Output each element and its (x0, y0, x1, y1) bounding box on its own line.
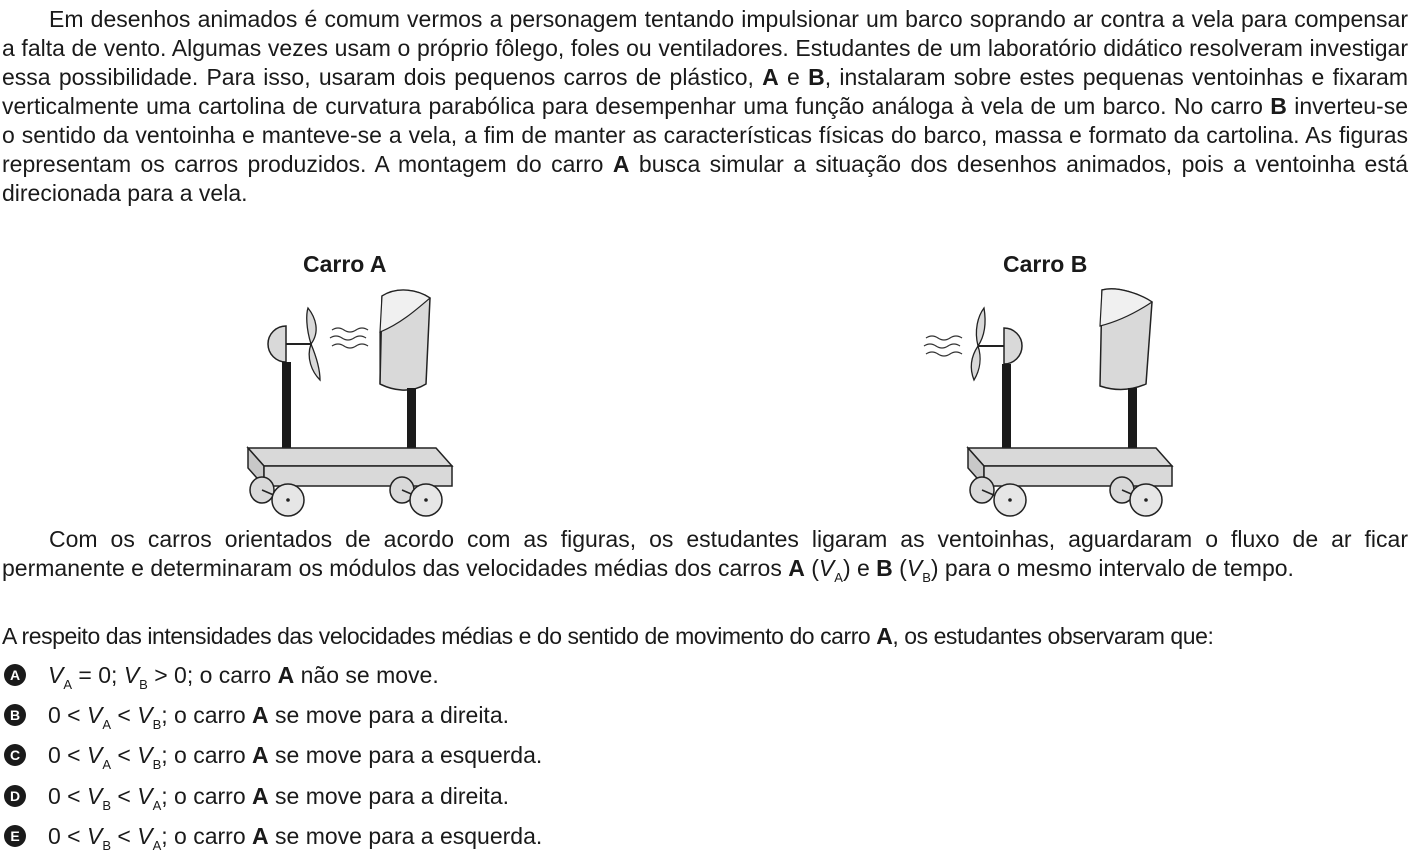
vb-subscript: B (922, 570, 931, 585)
setup-text-3: ) e (842, 555, 877, 581)
intro-text-1: Em desenhos animados é comum vermos a personagem tentando impulsionar um barco soprando ar contra a vela para compensar a falta de vento. Algumas vezes usam o próprio fôlego, foles ou ventiladores. Estudantes de um laboratório didático resolveram investigar essa possibilidade. Para isso, usaram dois pequenos carros de plástico, (2, 6, 1408, 90)
car-b-sail-mast (1128, 388, 1137, 454)
option-c-text: $0 < V_A < V_B$; o carro A se move para a esquerda. (48, 742, 543, 772)
question-bold-a: A (876, 623, 893, 649)
setup-text-4: ( (892, 555, 907, 581)
car-b-fan-blade-bottom (971, 346, 980, 380)
car-a-air-flow (330, 328, 368, 348)
car-b-platform (968, 448, 1172, 486)
car-a-fan-hub (268, 326, 286, 362)
car-a-platform (248, 448, 452, 486)
option-a-badge: A (4, 664, 26, 686)
intro-text-4: inverteu-se o sentido da ventoinha e manteve-se a vela, a fim de manter as características físicas do barco, massa e formato da cartolina. As figuras representam os carros produzidos. A montagem do carro (2, 93, 1408, 177)
va-subscript: A (834, 570, 843, 585)
car-b-fan-hub (1004, 328, 1022, 364)
car-a-fan-mast (282, 362, 291, 454)
intro-bold-b-2: B (1270, 93, 1287, 119)
vb-letter: V (906, 555, 923, 581)
question-text-2: , os estudantes observaram que: (892, 623, 1214, 649)
car-a-figure (240, 280, 465, 520)
car-b-fan-mast (1002, 364, 1011, 454)
intro-bold-b: B (808, 64, 825, 90)
car-b-caption: Carro B (1003, 251, 1088, 277)
question-text-1: A respeito das intensidades das velocidades médias e do sentido de movimento do carro (2, 623, 877, 649)
option-d-badge: D (4, 785, 26, 807)
car-a-caption: Carro A (303, 251, 387, 277)
va-letter: V (818, 555, 835, 581)
vb-symbol (906, 555, 931, 585)
option-a-text: $V_A = 0$; $V_B > 0$; o carro A não se move. (48, 662, 439, 692)
option-b-text: $0 < V_A < V_B$; o carro A se move para a direita. (48, 702, 509, 732)
option-e-badge: E (4, 825, 26, 847)
car-b-fan-blade-top (976, 308, 985, 346)
option-c-badge: C (4, 744, 26, 766)
intro-bold-a-2: A (612, 151, 630, 177)
setup-bold-a: A (788, 555, 805, 581)
question-stem (2, 622, 1412, 651)
option-e-text: $0 < V_B < V_A$; o carro A se move para a esquerda. (48, 823, 543, 853)
setup-text-5: ) para o mesmo intervalo de tempo. (930, 555, 1294, 581)
setup-text-2: ( (804, 555, 819, 581)
option-d-text: $0 < V_B < V_A$; o carro A se move para a direita. (48, 783, 509, 813)
va-symbol (818, 555, 843, 585)
setup-paragraph (2, 525, 1408, 583)
intro-text-2: e (778, 64, 809, 90)
intro-paragraph (2, 5, 1408, 208)
setup-bold-b: B (876, 555, 893, 581)
setup-text-1: Com os carros orientados de acordo com as figuras, os estudantes ligaram as ventoinhas, aguardaram o fluxo de ar ficar permanente e determinaram os módulos das velocidades médias dos carros (2, 526, 1408, 581)
intro-bold-a: A (762, 64, 779, 90)
intro-text-3: , instalaram sobre estes pequenas ventoinhas e fixaram verticalmente uma cartolina de curvatura parabólica para desempenhar uma função análoga à vela de um barco. No carro (2, 64, 1408, 119)
option-b-badge: B (4, 704, 26, 726)
car-a-fan-blade-bottom (309, 344, 320, 380)
intro-text-5: busca simular a situação dos desenhos animados, pois a ventoinha está direcionada para a vela. (2, 151, 1408, 206)
car-a-sail-mast (407, 388, 416, 454)
car-b-figure (920, 280, 1185, 520)
car-a-fan-blade-top (307, 308, 316, 344)
car-b-air-flow (924, 336, 962, 356)
